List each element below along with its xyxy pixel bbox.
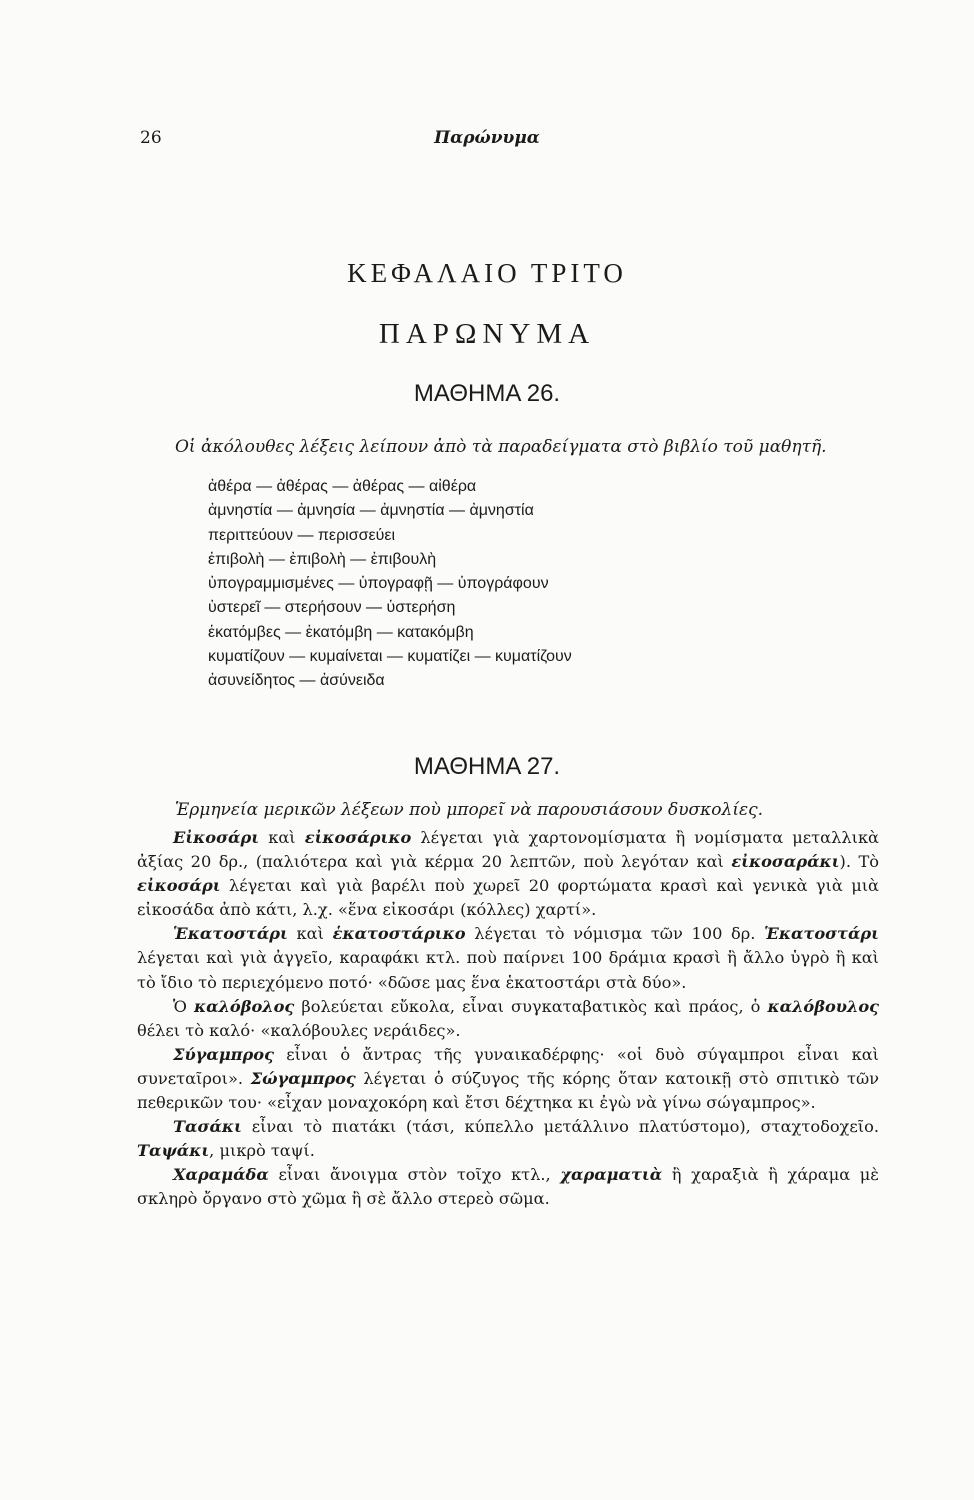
- paragraph-tasaki: [137, 1115, 879, 1163]
- term: εἰκοσαράκι: [731, 852, 840, 872]
- lesson-27-heading: ΜΑΘΗΜΑ 27.: [413, 753, 561, 780]
- chapter-label: ΚΕΦΑΛΑΙΟ ΤΡΙΤΟ: [347, 258, 627, 288]
- term: Σώγαμπρος: [250, 1068, 356, 1088]
- text: Ὁ: [173, 996, 194, 1016]
- word-list-item: περιττεύουν — περισσεύει: [208, 526, 396, 544]
- word-list-item: ἀμνηστία — ἀμνησία — ἀμνηστία — ἀμνηστία: [208, 502, 534, 520]
- text: εἶναι ἄνοιγμα στὸν τοῖχο κτλ.,: [268, 1165, 561, 1185]
- chapter-title: ΠΑΡΩΝΥΜΑ: [378, 318, 596, 350]
- term: εἰκοσάρικο: [304, 828, 412, 847]
- term: καλόβολος: [193, 996, 295, 1016]
- word-list-item: ὑπογραμμισμένες — ὑπογραφῇ — ὑπογράφουν: [208, 575, 549, 593]
- text: ). Τὸ: [839, 852, 879, 872]
- text: λέγεται τὸ νόμισμα τῶν 100 δρ.: [465, 924, 765, 944]
- word-list-item: ἐπιβολὴ — ἐπιβολὴ — ἐπιβουλὴ: [208, 550, 437, 568]
- term: Σύγαμπρος: [173, 1044, 274, 1064]
- lesson-27-instruction: Ἑρμηνεία μερικῶν λέξεων ποὺ μπορεῖ νὰ παρουσιάσουν δυσκολίες.: [175, 800, 764, 820]
- word-list-item: ἑκατόμβες — ἑκατόμβη — κατακόμβη: [208, 623, 474, 641]
- word-list-item: ἀθέρα — ἀθέρας — ἀθέρας — αἰθέρα: [208, 478, 477, 495]
- term: Ἑκατοστάρι: [764, 924, 879, 944]
- text: λέγεται καὶ γιὰ βαρέλι ποὺ χωρεῖ 20 φορτώματα κρασὶ καὶ γενικὰ γιὰ μιὰ εἰκοσάδα ἀπὸ κάτι, λ.χ. «ἕνα εἰκοσάρι (κόλλες) χαρτί».: [137, 876, 879, 920]
- term: εἰκοσάρι: [137, 876, 221, 896]
- word-list-item: κυματίζουν — κυμαίνεται — κυματίζει — κυματίζουν: [208, 648, 572, 666]
- text: λέγεται ὁ σύζυγος τῆς κόρης ὅταν κατοικῇ στὸ σπιτικὸ τῶν πεθερικῶν του· «εἶχαν μοναχοκόρη καὶ ἔτσι δέχτηκα κι ἐγὼ νὰ γίνω σώγαμπρος».: [137, 1068, 880, 1113]
- term: χαραματιὰ: [560, 1165, 663, 1185]
- text: ἢ χαραξιὰ ἢ χάραμα μὲ σκληρὸ ὄργανο στὸ χῶμα ἢ σὲ ἄλλο στερεὸ σῶμα.: [137, 1165, 879, 1209]
- text: λέγεται καὶ γιὰ ἀγγεῖο, καραφάκι κτλ. ποὺ παίρνει 100 δράμια κρασὶ ἢ ἄλλο ὑγρὸ ἢ καὶ τὸ ἴδιο τὸ περιεχόμενο ποτό· «δῶσε μας ἕνα ἑκατοστάρι στὰ δύο».: [137, 948, 879, 992]
- text: εἶναι ὁ ἄντρας τῆς γυναικαδέρφης· «οἱ δυὸ σύγαμπροι εἶναι καὶ συνεταῖροι».: [137, 1044, 879, 1088]
- text: , μικρὸ ταψί.: [209, 1141, 315, 1161]
- paragraph-eikosari: [137, 826, 879, 922]
- text: θέλει τὸ καλό· «καλόβουλες νεράιδες».: [137, 1020, 461, 1040]
- word-list-item: ὑστερεῖ — στερήσουν — ὑστερήση: [208, 599, 456, 617]
- paragraph-charamada: [137, 1163, 879, 1211]
- lesson-26-instruction: Οἱ ἀκόλουθες λέξεις λείπουν ἀπὸ τὰ παραδείγματα στὸ βιβλίο τοῦ μαθητῆ.: [175, 437, 827, 457]
- term: Ἑκατοστάρι: [173, 924, 288, 944]
- paragraph-sygampros: [137, 1043, 879, 1115]
- term: Χαραμάδα: [173, 1165, 269, 1185]
- term: Εἰκοσάρι: [173, 828, 260, 847]
- text: καὶ: [287, 924, 333, 944]
- lesson-27-body: [137, 826, 879, 1212]
- term: ἑκατοστάρικο: [332, 924, 466, 944]
- word-list: [208, 475, 572, 694]
- paragraph-ekatostari: [137, 922, 879, 994]
- text: εἶναι τὸ πιατάκι (τάσι, κύπελλο μετάλλινο πλατύστομο), σταχτοδοχεῖο.: [241, 1117, 879, 1137]
- lesson-26-heading: ΜΑΘΗΜΑ 26.: [413, 380, 561, 407]
- running-title: Παρώνυμα: [434, 128, 540, 148]
- text: λέγεται γιὰ χαρτονομίσματα ἢ νομίσματα μεταλλικὰ ἀξίας 20 δρ., (παλιότερα καὶ γιὰ κέρμα 20 λεπτῶν, ποὺ λεγόταν καὶ: [137, 828, 879, 872]
- term: καλόβουλος: [767, 996, 880, 1016]
- term: Ταψάκι: [137, 1141, 210, 1161]
- word-list-item: ἀσυνείδητος — ἀσύνειδα: [208, 672, 385, 690]
- term: Τασάκι: [173, 1117, 242, 1137]
- paragraph-kalovolos: [137, 995, 879, 1043]
- text: καὶ: [259, 828, 305, 847]
- text: βολεύεται εὔκολα, εἶναι συγκαταβατικὸς καὶ πράος, ὁ: [294, 996, 768, 1016]
- page-number: 26: [140, 128, 162, 148]
